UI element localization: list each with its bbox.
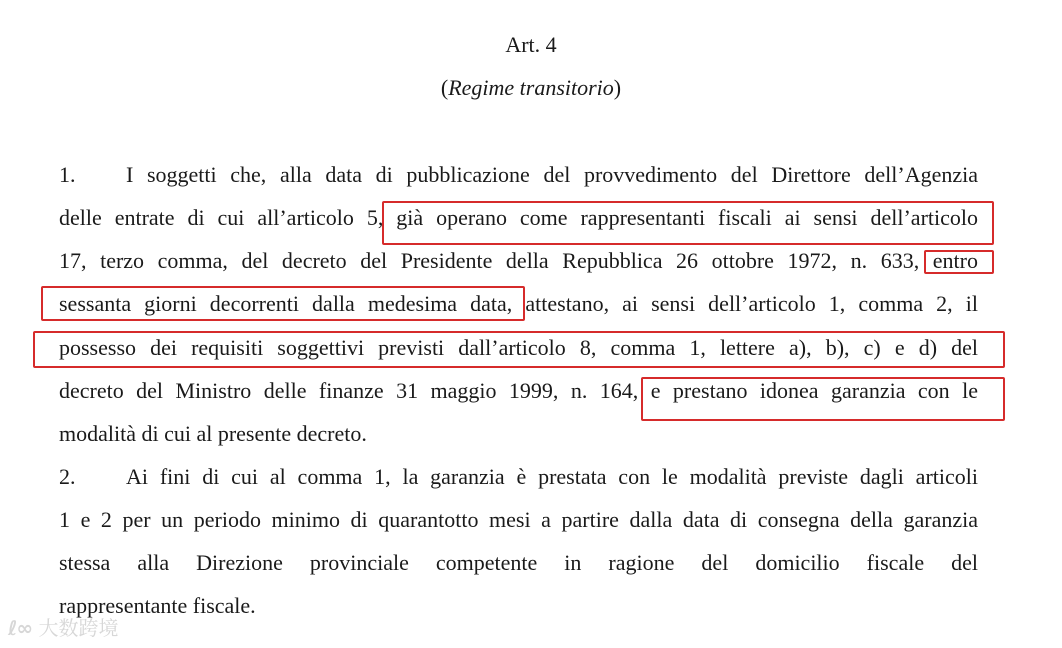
highlight-box-prestano-garanzia <box>641 377 1005 421</box>
paragraph-2-line-3: stessa alla Direzione provinciale competente in ragione del domicilio fiscale del <box>59 550 978 575</box>
paragraph-1-line-5: possesso dei requisiti soggettivi previsti dall’articolo 8, comma 1, lettere a), b), c) e d) del <box>59 335 978 360</box>
paragraph-1-line-7: modalità di cui al presente decreto. <box>59 421 367 446</box>
watermark-logo-icon: ℓ∞ <box>8 616 33 640</box>
paragraph-2-number: 2. <box>59 464 76 489</box>
paragraph-1-line-1 <box>59 161 978 189</box>
paragraph-2-line-4: rappresentante fiscale. <box>59 593 256 618</box>
paragraph-1-line-1-text: I soggetti che, alla data di pubblicazione del provvedimento del Direttore dell’Agenzia <box>126 162 978 187</box>
paragraph-1-number: 1. <box>59 162 76 187</box>
watermark <box>8 616 118 640</box>
paragraph-2-line-1 <box>59 463 978 491</box>
subtitle-text: Regime transitorio <box>448 75 614 100</box>
article-title: Art. 4 <box>505 32 557 57</box>
article-subtitle: (Regime transitorio) <box>440 75 622 100</box>
highlight-box-sessanta-giorni <box>41 286 525 321</box>
highlight-box-entro <box>924 250 994 274</box>
paragraph-2-line-1-text: Ai fini di cui al comma 1, la garanzia è prestata con le modalità previste dagli articoli <box>126 464 978 489</box>
watermark-text: 大数跨境 <box>38 616 119 640</box>
paragraph-1-line-3: 17, terzo comma, del decreto del Presidente della Repubblica 26 ottobre 1972, n. 633, entro <box>59 248 978 273</box>
highlight-box-gia-operano <box>382 201 994 245</box>
paragraph-2-line-2: 1 e 2 per un periodo minimo di quarantotto mesi a partire dalla data di consegna della garanzia <box>59 507 978 532</box>
paragraph-1-line-2: delle entrate di cui all’articolo 5, già operano come rappresentanti fiscali ai sensi dell’articolo <box>59 205 978 230</box>
paragraph-1-line-4: sessanta giorni decorrenti dalla medesima data, attestano, ai sensi dell’articolo 1, comma 2, il <box>59 291 978 316</box>
paragraph-1-line-6: decreto del Ministro delle finanze 31 maggio 1999, n. 164, e prestano idonea garanzia con le <box>59 378 978 403</box>
highlight-box-possesso-requisiti <box>33 331 1005 368</box>
